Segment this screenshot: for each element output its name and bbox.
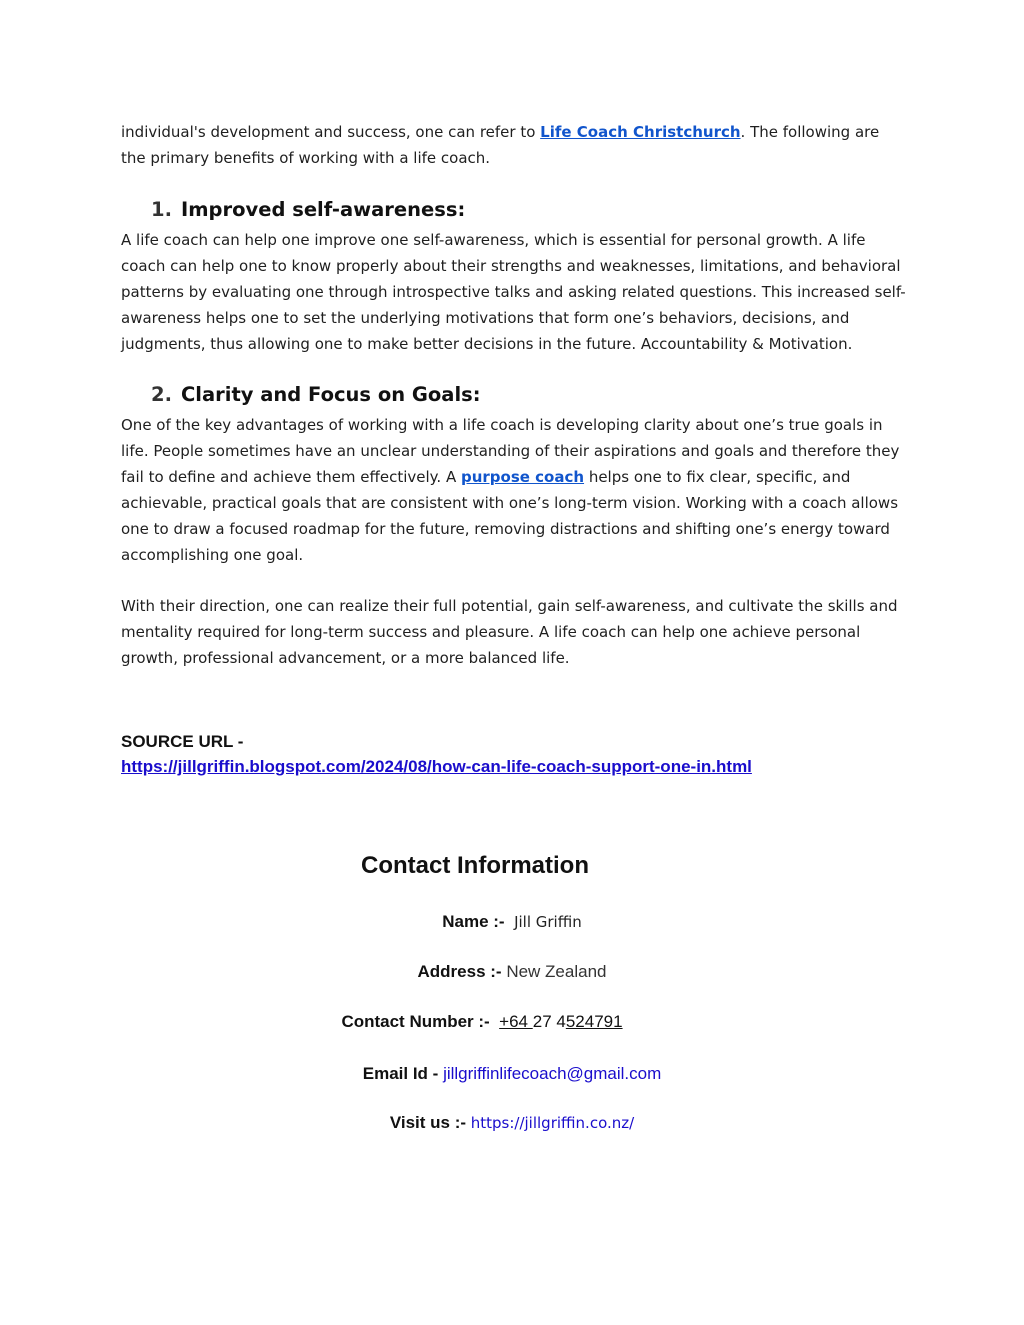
intro-text-before: individual's development and success, one can refer to <box>121 123 541 141</box>
contact-email-row <box>0 1064 1024 1084</box>
phone-country-code: +64 <box>499 1012 533 1031</box>
name-value: Jill Griffin <box>514 913 582 931</box>
phone-value[interactable] <box>499 1012 622 1031</box>
section-1-number: 1. <box>151 198 172 221</box>
section-1-heading <box>151 198 465 221</box>
intro-paragraph <box>121 119 906 171</box>
address-value: New Zealand <box>506 962 607 981</box>
address-label: Address :- <box>417 962 502 981</box>
phone-label: Contact Number :- <box>341 1012 490 1031</box>
phone-end: 524791 <box>565 1012 623 1031</box>
section-2-number: 2. <box>151 383 172 406</box>
contact-phone-row <box>0 1012 994 1032</box>
contact-visit-row <box>0 1113 1024 1133</box>
life-coach-christchurch-link[interactable]: Life Coach Christchurch <box>540 123 741 141</box>
section-1-title: Improved self-awareness: <box>180 198 466 221</box>
phone-middle: 27 4 <box>532 1012 566 1031</box>
contact-information-title: Contact Information <box>361 852 589 879</box>
section-2-text-before: One of the key advantages of working with a life coach is developing clarity about one’s true goals in life. People sometimes have an unclear understanding of their aspirations and goals and therefore they fail to define and achieve them effectively. A <box>121 416 900 486</box>
contact-name-row <box>0 912 1024 932</box>
visit-label: Visit us :- <box>389 1113 467 1132</box>
intro-text-after: . The following are the primary benefits of working with a life coach. <box>121 123 880 167</box>
section-2-title: Clarity and Focus on Goals: <box>180 383 481 406</box>
email-label: Email Id - <box>362 1064 439 1083</box>
section-2-heading <box>151 383 481 406</box>
section-1-body: A life coach can help one improve one self-awareness, which is essential for personal growth. A life coach can help one to know properly about their strengths and weaknesses, limitations, and behavioral patterns by evaluating one through introspective talks and asking related questions. This increased self-awareness helps one to set the underlying motivations that form one’s behaviors, decisions, and judgments, thus allowing one to make better decisions in the future. Accountability & Motivation. <box>121 231 906 353</box>
name-label: Name :- <box>442 912 505 931</box>
email-value[interactable]: jillgriffinlifecoach@gmail.com <box>443 1064 662 1083</box>
website-link[interactable]: https://jillgriffin.co.nz/ <box>470 1114 635 1132</box>
section-2-text-after: helps one to fix clear, specific, and achievable, practical goals that are consistent with one’s long-term vision. Working with a coach allows one to draw a focused roadmap for the future, removing distractions and shifting one’s energy toward accomplishing one goal. <box>121 468 899 564</box>
section-2-body <box>121 412 906 568</box>
source-url-label: SOURCE URL - <box>121 732 244 751</box>
conclusion-paragraph: With their direction, one can realize their full potential, gain self-awareness, and cultivate the skills and mentality required for long-term success and pleasure. A life coach can help one achieve personal growth, professional advancement, or a more balanced life. <box>121 597 898 667</box>
purpose-coach-link[interactable]: purpose coach <box>460 468 585 486</box>
source-url-link[interactable]: https://jillgriffin.blogspot.com/2024/08/how-can-life-coach-support-one-in.html <box>121 757 752 776</box>
contact-address-row <box>0 962 1024 982</box>
